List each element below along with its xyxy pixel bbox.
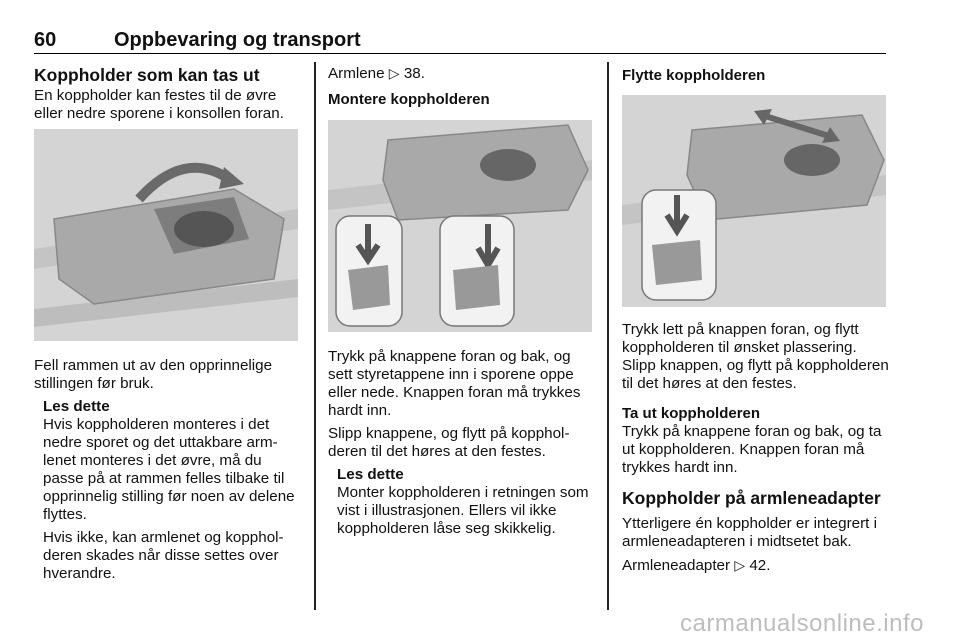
column-right: [622, 64, 892, 580]
page-header: [34, 26, 886, 54]
note-title: Les dette: [43, 398, 110, 415]
body-text: Trykk på knappene foran og bak, og ta ut koppholderen. Knappen foran må trykkes hardt inn.: [622, 423, 882, 476]
column-divider: [607, 62, 609, 610]
section-heading: Koppholder som kan tas ut: [34, 65, 260, 85]
illustration-move: [622, 95, 886, 307]
body-text: Fell rammen ut av den opprinnelige stillingen før bruk.: [34, 357, 273, 392]
intro-text: En koppholder kan festes til de øvre eller nedre sporene i konsollen foran.: [34, 87, 284, 122]
cross-reference: Armleneadapter ▷ 42.: [622, 557, 771, 574]
column-divider: [314, 62, 316, 610]
column-middle: [328, 64, 596, 543]
note-title: Les dette: [337, 466, 404, 483]
body-text: Trykk på knappene foran og bak, og sett styretappene inn i sporene oppe eller nede. Knappen foran må trykkes hardt inn.: [328, 348, 581, 419]
column-left: [34, 64, 302, 588]
note-block: [43, 398, 302, 583]
body-text: Trykk lett på knappen foran, og flytt koppholderen til ønsket plassering. Slipp knappen, og flytt på koppholderen til det høres at den festes.: [622, 321, 889, 392]
section-heading: Koppholder på armleneadapter: [622, 488, 881, 508]
subheading: Flytte koppholderen: [622, 67, 766, 84]
page-number: 60: [34, 29, 57, 51]
illustration-fold-frame: [34, 129, 298, 341]
subheading: Montere koppholderen: [328, 91, 490, 108]
subheading: Ta ut koppholderen: [622, 405, 761, 422]
note-block: [337, 466, 596, 538]
body-text: Ytterligere én koppholder er integrert i armleneadapteren i midtsetet bak.: [622, 515, 877, 550]
page-title: Oppbevaring og transport: [114, 29, 361, 51]
triangle-right-icon: ▷: [734, 557, 746, 573]
note-text: Hvis koppholderen monteres i det nedre sporet og det uttakbare armlenet monteres i det øvre, må du passe på at rammen felles tilbake til opprinnelig stilling før noen av delene flyttes.: [43, 416, 295, 523]
watermark: carmanualsonline.info: [680, 610, 924, 637]
note-text: Hvis ikke, kan armlenet og koppholderen skades når disse settes over hverandre.: [43, 529, 284, 582]
cross-reference: Armlene ▷ 38.: [328, 65, 425, 82]
body-text: Slipp knappene, og flytt på koppholderen til det høres at den festes.: [328, 425, 570, 460]
note-text: Monter koppholderen i retningen som vist i illustrasjonen. Ellers vil ikke koppholderen låse seg skikkelig.: [337, 484, 589, 537]
illustration-mount: [328, 120, 592, 332]
triangle-right-icon: ▷: [388, 65, 400, 81]
